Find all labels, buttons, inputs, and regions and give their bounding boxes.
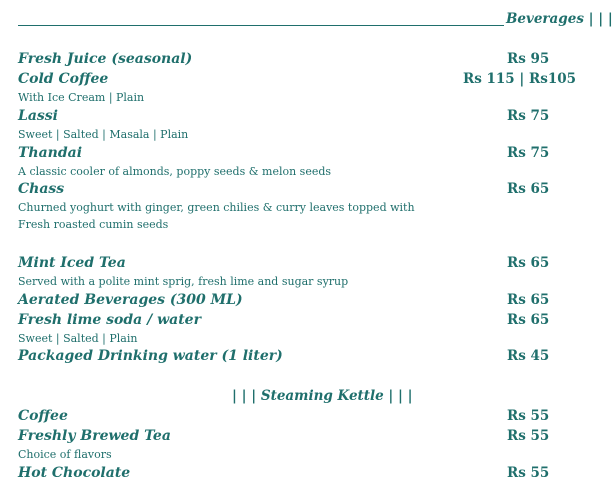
item-name: Packaged Drinking water (1 liter)	[18, 348, 283, 364]
item-price: Rs 45	[507, 348, 550, 364]
item-price: Rs 115 | Rs105	[463, 71, 577, 87]
item-name: Hot Chocolate	[18, 465, 131, 481]
item-name: Fresh lime soda / water	[18, 312, 201, 328]
item-description: With Ice Cream | Plain	[18, 91, 145, 104]
item-price: Rs 55	[507, 428, 550, 444]
item-name: Lassi	[18, 108, 58, 124]
item-description: Sweet | Salted | Masala | Plain	[18, 128, 189, 141]
item-description: A classic cooler of almonds, poppy seeds & melon seeds	[18, 165, 332, 178]
item-price: Rs 65	[507, 181, 550, 197]
item-name: Chass	[18, 181, 65, 197]
item-description: Served with a polite mint sprig, fresh lime and sugar syrup	[18, 275, 349, 288]
item-name: Coffee	[18, 408, 68, 424]
item-description: Choice of flavors	[18, 448, 112, 461]
item-name: Thandai	[18, 145, 83, 161]
item-description-continued: Fresh roasted cumin seeds	[18, 218, 169, 231]
item-name: Fresh Juice (seasonal)	[18, 51, 193, 67]
beverages-section-title: Beverages | | |	[506, 11, 613, 27]
header-rule	[18, 25, 504, 26]
item-name: Mint Iced Tea	[18, 255, 126, 271]
item-name: Aerated Beverages (300 ML)	[18, 292, 243, 308]
item-price: Rs 65	[507, 255, 550, 271]
item-price: Rs 65	[507, 312, 550, 328]
item-price: Rs 55	[507, 465, 550, 481]
steaming-kettle-section-title: | | | Steaming Kettle | | |	[232, 388, 413, 404]
item-price: Rs 65	[507, 292, 550, 308]
item-name: Cold Coffee	[18, 71, 109, 87]
item-price: Rs 95	[507, 51, 550, 67]
item-description: Churned yoghurt with ginger, green chilies & curry leaves topped with	[18, 201, 415, 214]
item-price: Rs 75	[507, 108, 550, 124]
item-description: Sweet | Salted | Plain	[18, 332, 138, 345]
item-price: Rs 75	[507, 145, 550, 161]
item-price: Rs 55	[507, 408, 550, 424]
item-name: Freshly Brewed Tea	[18, 428, 171, 444]
